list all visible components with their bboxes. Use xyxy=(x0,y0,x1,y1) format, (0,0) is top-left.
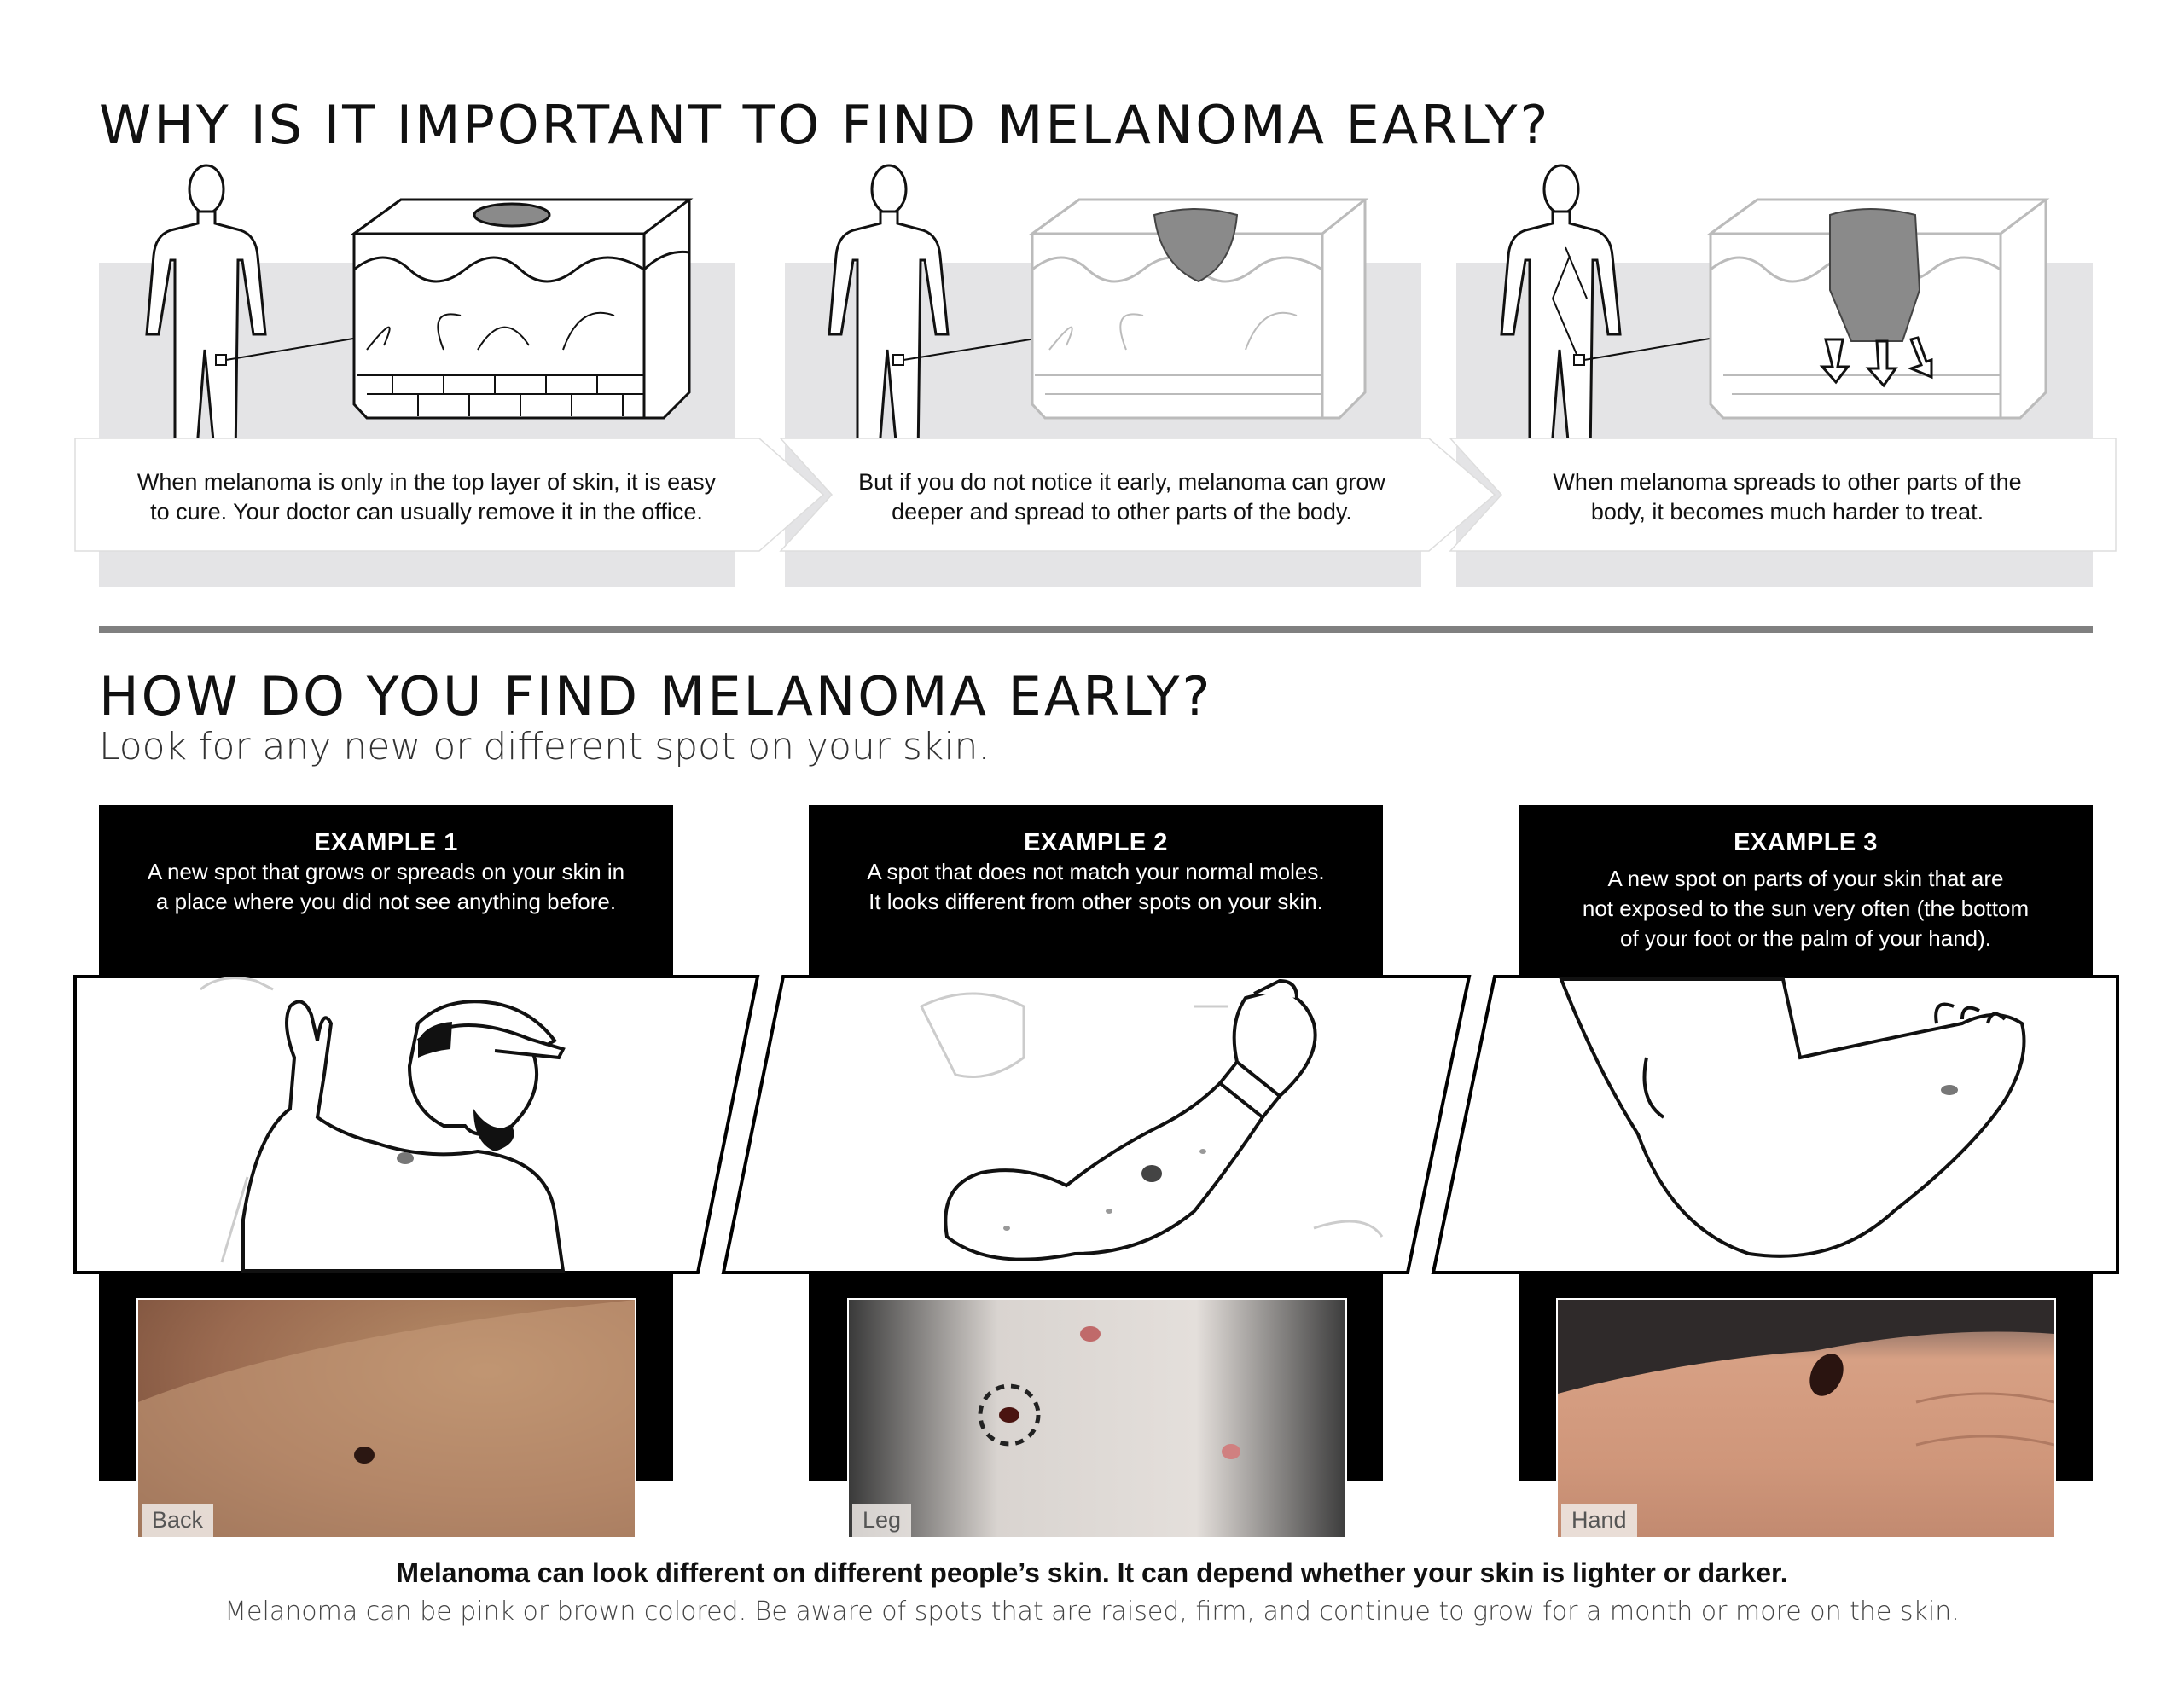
panel2-caption-line2: deeper and spread to other parts of the body. xyxy=(892,499,1352,525)
panel1-caption-line2: to cure. Your doctor can usually remove it in the office. xyxy=(150,499,703,525)
example2-line1: A spot that does not match your normal moles. xyxy=(867,859,1325,884)
example3-photo-label: Hand xyxy=(1561,1504,1637,1537)
panel3-caption-line1: When melanoma spreads to other parts of the xyxy=(1553,469,2022,495)
example1-photo-label: Back xyxy=(142,1504,213,1537)
example1-title: EXAMPLE 1 xyxy=(314,829,458,856)
section2-title: HOW DO YOU FIND MELANOMA EARLY? xyxy=(99,665,1213,728)
example1-photo xyxy=(136,1298,636,1539)
example1-photo-skin xyxy=(138,1300,635,1537)
example3-title: EXAMPLE 3 xyxy=(1734,829,1878,856)
example3-mole xyxy=(1804,1348,1850,1401)
panel1-caption-line1: When melanoma is only in the top layer of skin, it is easy xyxy=(136,469,717,495)
footer-regular-text: Melanoma can be pink or brown colored. Be aware of spots that are raised, firm, and continue to grow for a month or more on the skin. xyxy=(224,1597,1960,1626)
example1-line2: a place where you did not see anything before. xyxy=(155,889,617,914)
example1-mole xyxy=(354,1447,375,1464)
panel3-caption-line2: body, it becomes much harder to treat. xyxy=(1590,499,1984,525)
example2-photo-skin xyxy=(849,1300,1345,1537)
example2-line2: It looks different from other spots on your skin. xyxy=(868,889,1323,914)
example3-line2: not exposed to the sun very often (the bottom xyxy=(1582,896,2030,921)
example3-photo xyxy=(1556,1298,2056,1539)
example3-line3: of your foot or the palm of your hand). xyxy=(1619,925,1992,951)
example3-line1: A new spot on parts of your skin that are xyxy=(1607,866,2004,891)
example2-photo xyxy=(847,1298,1347,1539)
footer-bold-text: Melanoma can look different on different people’s skin. It can depend whether your skin is lighter or darker. xyxy=(396,1557,1788,1588)
example1-line1: A new spot that grows or spreads on your skin in xyxy=(147,859,625,884)
example2-photo-label: Leg xyxy=(852,1504,911,1537)
section2-subtitle: Look for any new or different spot on your skin. xyxy=(99,725,990,768)
example3-photo-skin xyxy=(1558,1300,2054,1537)
example2-title: EXAMPLE 2 xyxy=(1024,829,1168,856)
panel2-caption-line1: But if you do not notice it early, melanoma can grow xyxy=(858,469,1385,495)
section1-title: WHY IS IT IMPORTANT TO FIND MELANOMA EARLY? xyxy=(99,94,1551,156)
example2-mole xyxy=(999,1407,1019,1423)
